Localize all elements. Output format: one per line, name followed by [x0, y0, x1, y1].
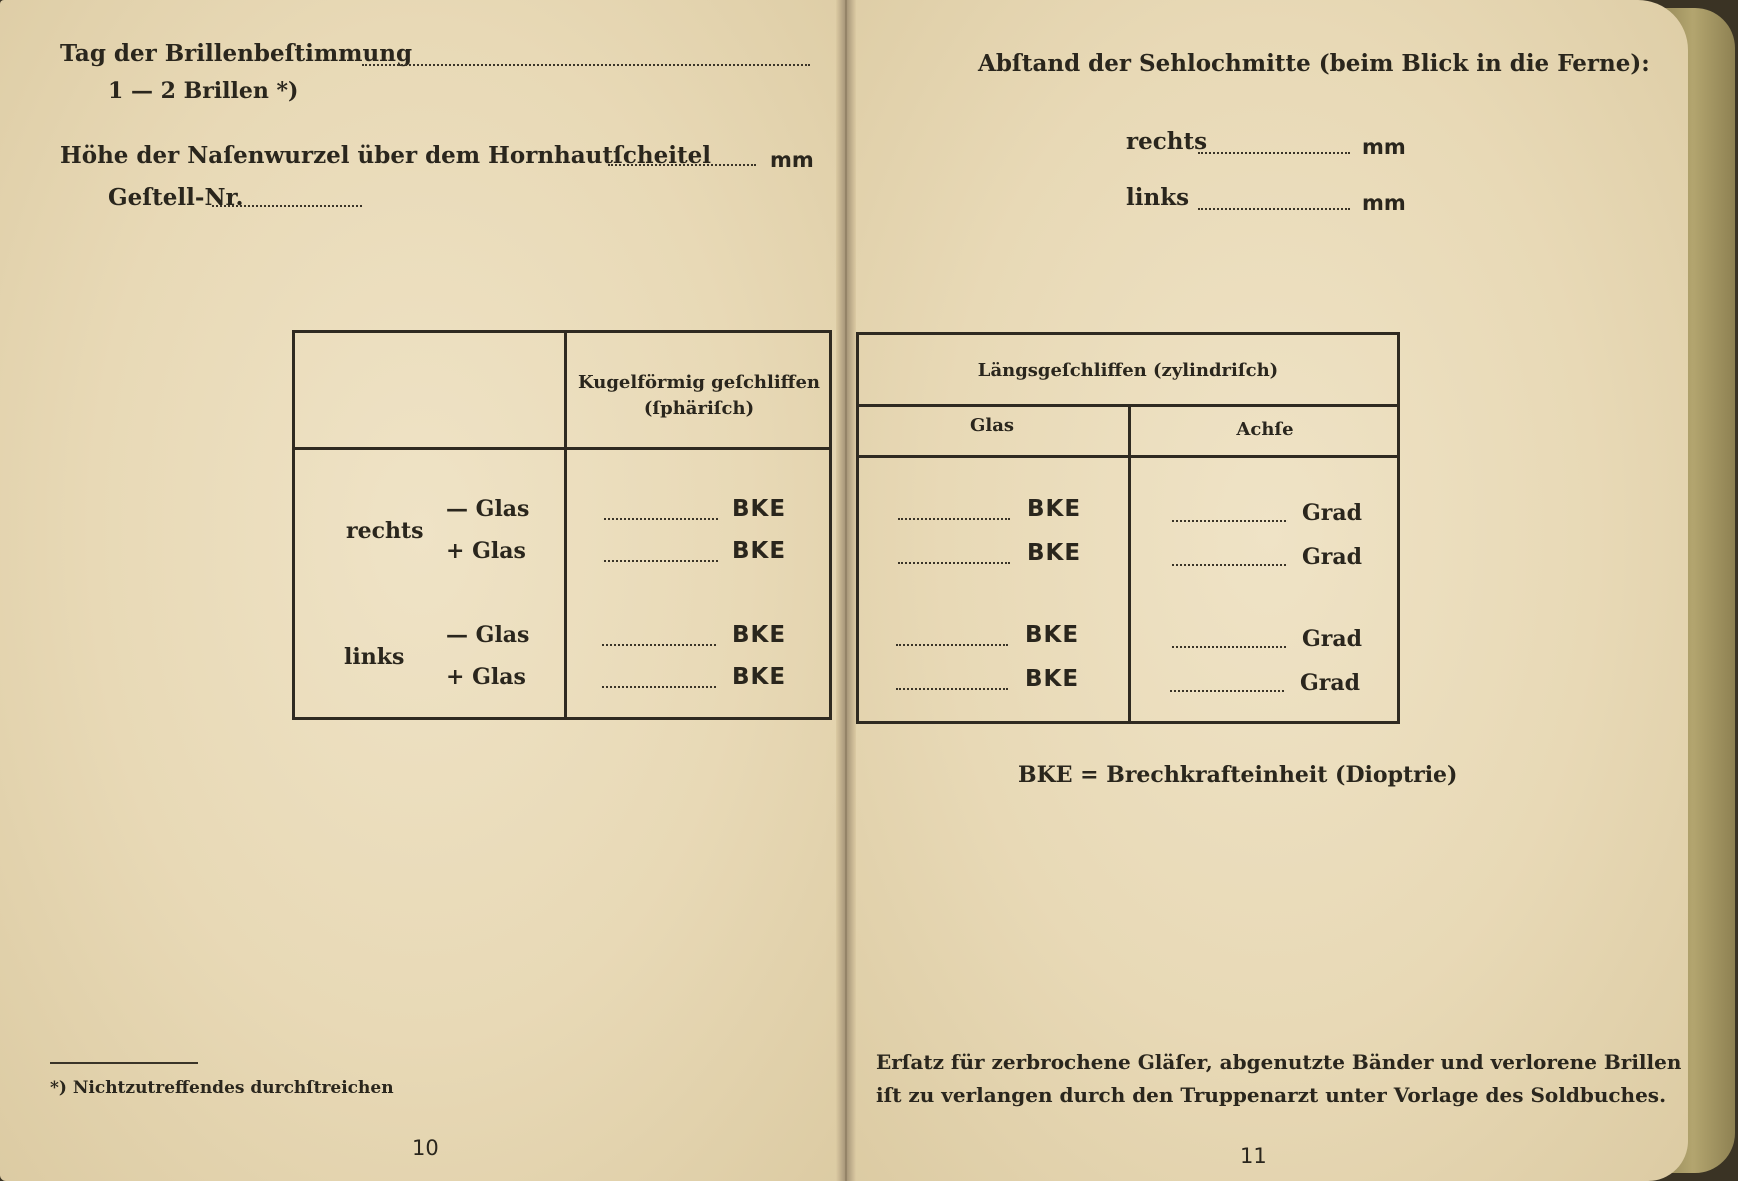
right-minus-axis-unit: Grad [1302, 500, 1363, 526]
table-header-divider [292, 447, 832, 450]
right-minus-sph-unit: BKE [732, 496, 787, 522]
spherical-header-line-1: Kugelförmig geſchliffen [578, 372, 820, 393]
page-number-right: 11 [1240, 1144, 1267, 1168]
left-plus-axis-unit: Grad [1300, 670, 1361, 696]
row-label-right-eye: rechts [346, 518, 424, 544]
footnote-rule [50, 1062, 198, 1064]
frame-number-field [212, 205, 362, 207]
right-minus-axis-field [1172, 520, 1286, 522]
left-minus-glass-label: — Glas [446, 622, 530, 648]
left-plus-glass-label: + Glas [446, 664, 526, 690]
nose-root-height-label: Höhe der Naſenwurzel über dem Hornhautſcheitel [60, 142, 712, 169]
right-minus-cyl-field [898, 518, 1010, 520]
left-plus-cyl-unit: BKE [1025, 666, 1080, 692]
glass-header: Glas [969, 415, 1014, 436]
right-plus-axis-unit: Grad [1302, 544, 1363, 570]
pupil-distance-left-label: links [1126, 184, 1190, 211]
right-plus-cyl-field [898, 562, 1010, 564]
row-label-left-eye: links [344, 644, 405, 670]
date-field [362, 64, 810, 66]
right-minus-cyl-unit: BKE [1027, 496, 1082, 522]
left-minus-axis-field [1172, 646, 1286, 648]
left-minus-sph-unit: BKE [732, 622, 787, 648]
right-plus-glass-label: + Glas [446, 538, 526, 564]
nose-root-height-field [608, 164, 756, 166]
right-plus-axis-field [1172, 564, 1286, 566]
pupil-distance-right-label: rechts [1126, 128, 1208, 155]
frame-number-label: Geſtell-Nr. [108, 184, 244, 211]
right-minus-sph-field [604, 518, 718, 520]
left-minus-sph-field [602, 644, 716, 646]
left-minus-cyl-unit: BKE [1025, 622, 1080, 648]
axis-header: Achſe [1236, 419, 1294, 440]
booklet-gutter [836, 0, 856, 1181]
right-plus-cyl-unit: BKE [1027, 540, 1082, 566]
spherical-header-line-2: (ſphäriſch) [643, 398, 755, 419]
left-plus-cyl-field [896, 688, 1008, 690]
glasses-count-line: 1 — 2 Brillen *) [108, 78, 299, 104]
date-label: Tag der Brillenbeſtimmung [60, 40, 413, 67]
left-plus-sph-unit: BKE [732, 664, 787, 690]
pupil-distance-right-field [1198, 152, 1350, 154]
pupil-distance-title: Abſtand der Sehlochmitte (beim Blick in die Ferne): [978, 50, 1650, 77]
replacement-note-line-1: Erſatz für zerbrochene Gläſer, abgenutzte Bänder und verlorene Brillen [876, 1050, 1682, 1074]
bke-legend: BKE = Brechkrafteinheit (Dioptrie) [1018, 762, 1458, 788]
glass-axis-divider [1128, 404, 1131, 724]
left-minus-cyl-field [896, 644, 1008, 646]
left-plus-axis-field [1170, 690, 1284, 692]
left-plus-sph-field [602, 686, 716, 688]
pupil-distance-right-unit: mm [1362, 135, 1406, 159]
page-number-left: 10 [412, 1136, 439, 1160]
pupil-distance-left-unit: mm [1362, 191, 1406, 215]
left-minus-axis-unit: Grad [1302, 626, 1363, 652]
replacement-note-line-2: iſt zu verlangen durch den Truppenarzt unter Vorlage des Soldbuches. [876, 1083, 1667, 1107]
spherical-header [566, 370, 832, 422]
pupil-distance-left-field [1198, 208, 1350, 210]
right-minus-glass-label: — Glas [446, 496, 530, 522]
footnote: *) Nichtzutreffendes durchſtreichen [50, 1078, 394, 1098]
right-plus-sph-field [604, 560, 718, 562]
right-plus-sph-unit: BKE [732, 538, 787, 564]
nose-root-height-unit: mm [770, 148, 814, 172]
cylindrical-header: Längsgeſchliffen (zylindriſch) [977, 360, 1279, 381]
